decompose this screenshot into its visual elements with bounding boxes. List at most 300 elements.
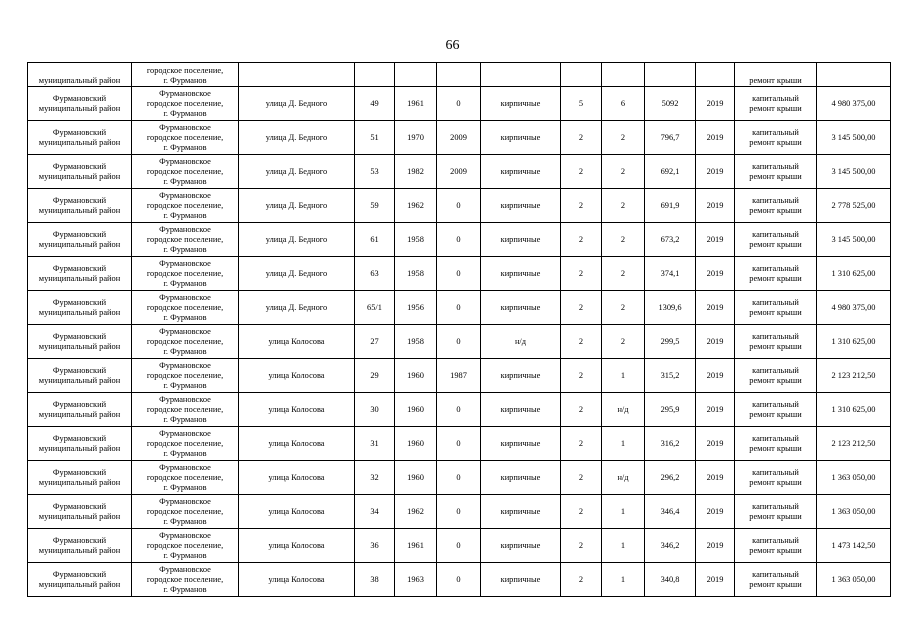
district-line: муниципальный район	[38, 511, 121, 521]
floors-cell: 2	[561, 427, 602, 461]
district-line: Фурмановский	[52, 229, 107, 239]
settlement-line: городское поселение,	[146, 404, 224, 414]
settlement-line: Фурмановское	[159, 224, 211, 234]
street-cell: улица Колосова	[239, 325, 355, 359]
cost-cell: 2 778 525,00	[817, 189, 891, 223]
district-cell	[28, 121, 132, 155]
walls-cell: кирпичные	[481, 393, 561, 427]
district-line: Фурмановский	[52, 399, 107, 409]
year-built-cell: 1982	[395, 155, 437, 189]
work-cell	[735, 359, 817, 393]
settlement-cell	[132, 257, 239, 291]
year-built-cell: 1960	[395, 461, 437, 495]
district-cell	[28, 393, 132, 427]
plan-year-cell: 2019	[696, 189, 735, 223]
street-cell: улица Колосова	[239, 393, 355, 427]
district-line: муниципальный район	[38, 477, 121, 487]
walls-cell	[481, 63, 561, 87]
settlement-line: г. Фурманов	[163, 142, 207, 152]
district-line: Фурмановский	[52, 161, 107, 171]
entrances-cell: 2	[602, 189, 645, 223]
settlement-cell	[132, 291, 239, 325]
settlement-cell	[132, 393, 239, 427]
floors-cell: 2	[561, 393, 602, 427]
cost-cell	[817, 63, 891, 87]
settlement-line: г. Фурманов	[163, 414, 207, 424]
year-renovated-cell: 1987	[437, 359, 481, 393]
entrances-cell: н/д	[602, 393, 645, 427]
area-cell: 673,2	[645, 223, 696, 257]
entrances-cell: н/д	[602, 461, 645, 495]
work-line: ремонт крыши	[749, 171, 802, 181]
district-line: муниципальный район	[38, 137, 121, 147]
cost-cell: 1 310 625,00	[817, 325, 891, 359]
settlement-line: Фурмановское	[159, 88, 211, 98]
plan-year-cell: 2019	[696, 291, 735, 325]
work-line: капитальный	[752, 399, 799, 409]
district-line: муниципальный район	[38, 307, 121, 317]
cost-cell: 1 310 625,00	[817, 393, 891, 427]
cost-cell: 3 145 500,00	[817, 121, 891, 155]
settlement-line: г. Фурманов	[163, 516, 207, 526]
year-built-cell: 1962	[395, 495, 437, 529]
settlement-cell: городское поселение, г. Фурманов	[132, 63, 239, 87]
year-built-cell: 1958	[395, 325, 437, 359]
walls-cell: н/д	[481, 325, 561, 359]
floors-cell: 2	[561, 257, 602, 291]
year-renovated-cell	[437, 63, 481, 87]
work-line: капитальный	[752, 229, 799, 239]
area-cell: 5092	[645, 87, 696, 121]
area-cell: 374,1	[645, 257, 696, 291]
settlement-line: г. Фурманов	[163, 346, 207, 356]
plan-year-cell: 2019	[696, 563, 735, 597]
settlement-line: городское поселение,	[146, 302, 224, 312]
entrances-cell: 2	[602, 155, 645, 189]
district-line: муниципальный район	[38, 103, 121, 113]
district-cell	[28, 563, 132, 597]
house-cell	[355, 63, 395, 87]
work-cell	[735, 121, 817, 155]
district-line: Фурмановский	[52, 297, 107, 307]
district-line: Фурмановский	[52, 127, 107, 137]
table-row	[28, 461, 891, 495]
plan-year-cell: 2019	[696, 325, 735, 359]
house-cell: 27	[355, 325, 395, 359]
area-cell: 691,9	[645, 189, 696, 223]
work-line: капитальный	[752, 569, 799, 579]
district-cell	[28, 155, 132, 189]
year-built-cell	[395, 63, 437, 87]
district-line: Фурмановский	[52, 535, 107, 545]
district-line: Фурмановский	[52, 467, 107, 477]
work-cell	[735, 495, 817, 529]
work-line: ремонт крыши	[749, 443, 802, 453]
floors-cell: 2	[561, 529, 602, 563]
walls-cell: кирпичные	[481, 291, 561, 325]
settlement-cell	[132, 155, 239, 189]
table-row	[28, 359, 891, 393]
year-renovated-cell: 2009	[437, 121, 481, 155]
cost-cell: 1 363 050,00	[817, 495, 891, 529]
year-built-cell: 1961	[395, 87, 437, 121]
street-cell: улица Д. Бедного	[239, 223, 355, 257]
year-renovated-cell: 0	[437, 461, 481, 495]
entrances-cell: 2	[602, 121, 645, 155]
plan-year-cell	[696, 63, 735, 87]
area-cell: 316,2	[645, 427, 696, 461]
settlement-line: г. Фурманов	[163, 244, 207, 254]
settlement-line: г. Фурманов	[163, 584, 207, 594]
year-renovated-cell: 0	[437, 563, 481, 597]
year-built-cell: 1956	[395, 291, 437, 325]
work-line: ремонт крыши	[749, 511, 802, 521]
year-built-cell: 1958	[395, 257, 437, 291]
district-line: Фурмановский	[52, 569, 107, 579]
floors-cell: 2	[561, 121, 602, 155]
work-line: ремонт крыши	[749, 307, 802, 317]
table-row	[28, 257, 891, 291]
walls-cell: кирпичные	[481, 563, 561, 597]
year-built-cell: 1960	[395, 427, 437, 461]
plan-year-cell: 2019	[696, 393, 735, 427]
house-cell: 51	[355, 121, 395, 155]
settlement-line: Фурмановское	[159, 122, 211, 132]
floors-cell: 2	[561, 461, 602, 495]
work-cell	[735, 563, 817, 597]
year-renovated-cell: 0	[437, 189, 481, 223]
year-built-cell: 1960	[395, 359, 437, 393]
house-cell: 59	[355, 189, 395, 223]
settlement-line: Фурмановское	[159, 530, 211, 540]
settlement-line: городское поселение,	[146, 98, 224, 108]
house-cell: 36	[355, 529, 395, 563]
district-line: Фурмановский	[52, 93, 107, 103]
table-row	[28, 63, 891, 87]
floors-cell	[561, 63, 602, 87]
house-cell: 31	[355, 427, 395, 461]
entrances-cell: 2	[602, 325, 645, 359]
table-row	[28, 325, 891, 359]
district-line: муниципальный район	[38, 205, 121, 215]
entrances-cell: 1	[602, 529, 645, 563]
year-renovated-cell: 0	[437, 495, 481, 529]
house-cell: 32	[355, 461, 395, 495]
plan-year-cell: 2019	[696, 427, 735, 461]
area-cell: 299,5	[645, 325, 696, 359]
work-line: ремонт крыши	[749, 579, 802, 589]
district-cell	[28, 325, 132, 359]
area-cell: 340,8	[645, 563, 696, 597]
district-line: муниципальный район	[38, 341, 121, 351]
district-line: Фурмановский	[52, 263, 107, 273]
house-cell: 53	[355, 155, 395, 189]
work-line: капитальный	[752, 331, 799, 341]
table-row	[28, 291, 891, 325]
page-number: 66	[445, 38, 460, 53]
cost-cell: 3 145 500,00	[817, 223, 891, 257]
settlement-line: Фурмановское	[159, 258, 211, 268]
settlement-line: городское поселение,	[146, 166, 224, 176]
work-line: капитальный	[752, 195, 799, 205]
settlement-cell	[132, 563, 239, 597]
plan-year-cell: 2019	[696, 87, 735, 121]
table-row	[28, 121, 891, 155]
street-cell	[239, 63, 355, 87]
work-cell	[735, 291, 817, 325]
walls-cell: кирпичные	[481, 121, 561, 155]
year-renovated-cell: 2009	[437, 155, 481, 189]
floors-cell: 2	[561, 325, 602, 359]
work-line: ремонт крыши	[749, 477, 802, 487]
work-line: ремонт крыши	[749, 545, 802, 555]
entrances-cell: 1	[602, 427, 645, 461]
entrances-cell: 2	[602, 291, 645, 325]
year-renovated-cell: 0	[437, 393, 481, 427]
plan-year-cell: 2019	[696, 461, 735, 495]
work-line: ремонт крыши	[749, 205, 802, 215]
settlement-line: Фурмановское	[159, 462, 211, 472]
district-cell	[28, 359, 132, 393]
area-cell	[645, 63, 696, 87]
floors-cell: 5	[561, 87, 602, 121]
work-cell	[735, 461, 817, 495]
floors-cell: 2	[561, 563, 602, 597]
work-cell	[735, 189, 817, 223]
housing-repair-table	[27, 62, 891, 597]
settlement-line: Фурмановское	[159, 360, 211, 370]
cost-cell: 3 145 500,00	[817, 155, 891, 189]
year-renovated-cell: 0	[437, 325, 481, 359]
settlement-line: городское поселение,	[146, 234, 224, 244]
table-row	[28, 155, 891, 189]
floors-cell: 2	[561, 223, 602, 257]
cost-cell: 4 980 375,00	[817, 291, 891, 325]
district-cell	[28, 189, 132, 223]
district-line: муниципальный район	[38, 375, 121, 385]
work-line: ремонт крыши	[749, 341, 802, 351]
year-renovated-cell: 0	[437, 223, 481, 257]
cost-cell: 1 363 050,00	[817, 563, 891, 597]
area-cell: 1309,6	[645, 291, 696, 325]
street-cell: улица Колосова	[239, 461, 355, 495]
settlement-line: г. Фурманов	[163, 482, 207, 492]
walls-cell: кирпичные	[481, 529, 561, 563]
district-cell	[28, 87, 132, 121]
year-built-cell: 1960	[395, 393, 437, 427]
street-cell: улица Колосова	[239, 427, 355, 461]
settlement-cell	[132, 189, 239, 223]
floors-cell: 2	[561, 495, 602, 529]
plan-year-cell: 2019	[696, 495, 735, 529]
settlement-line: Фурмановское	[159, 496, 211, 506]
district-line: Фурмановский	[52, 501, 107, 511]
settlement-line: городское поселение,	[146, 506, 224, 516]
cost-cell: 1 363 050,00	[817, 461, 891, 495]
house-cell: 49	[355, 87, 395, 121]
house-cell: 30	[355, 393, 395, 427]
floors-cell: 2	[561, 155, 602, 189]
table-row	[28, 427, 891, 461]
district-cell: муниципальный район	[28, 63, 132, 87]
settlement-cell	[132, 427, 239, 461]
area-cell: 346,2	[645, 529, 696, 563]
table-row	[28, 563, 891, 597]
plan-year-cell: 2019	[696, 529, 735, 563]
district-line: Фурмановский	[52, 331, 107, 341]
year-built-cell: 1961	[395, 529, 437, 563]
work-line: капитальный	[752, 433, 799, 443]
settlement-line: г. Фурманов	[163, 448, 207, 458]
plan-year-cell: 2019	[696, 155, 735, 189]
settlement-line: Фурмановское	[159, 156, 211, 166]
settlement-line: Фурмановское	[159, 564, 211, 574]
street-cell: улица Д. Бедного	[239, 155, 355, 189]
house-cell: 61	[355, 223, 395, 257]
settlement-line: г. Фурманов	[163, 278, 207, 288]
settlement-cell	[132, 529, 239, 563]
area-cell: 346,4	[645, 495, 696, 529]
settlement-cell	[132, 325, 239, 359]
work-line: ремонт крыши	[749, 103, 802, 113]
entrances-cell	[602, 63, 645, 87]
area-cell: 296,2	[645, 461, 696, 495]
work-cell	[735, 325, 817, 359]
cost-cell: 1 310 625,00	[817, 257, 891, 291]
year-renovated-cell: 0	[437, 291, 481, 325]
entrances-cell: 1	[602, 495, 645, 529]
walls-cell: кирпичные	[481, 87, 561, 121]
work-cell	[735, 223, 817, 257]
settlement-line: городское поселение,	[146, 574, 224, 584]
walls-cell: кирпичные	[481, 189, 561, 223]
street-cell: улица Д. Бедного	[239, 189, 355, 223]
street-cell: улица Д. Бедного	[239, 87, 355, 121]
settlement-cell	[132, 121, 239, 155]
work-line: капитальный	[752, 535, 799, 545]
year-renovated-cell: 0	[437, 87, 481, 121]
district-line: Фурмановский	[52, 195, 107, 205]
house-cell: 29	[355, 359, 395, 393]
settlement-line: г. Фурманов	[163, 550, 207, 560]
year-renovated-cell: 0	[437, 529, 481, 563]
district-line: муниципальный район	[38, 443, 121, 453]
plan-year-cell: 2019	[696, 223, 735, 257]
area-cell: 796,7	[645, 121, 696, 155]
area-cell: 315,2	[645, 359, 696, 393]
year-built-cell: 1970	[395, 121, 437, 155]
entrances-cell: 2	[602, 223, 645, 257]
table-row	[28, 189, 891, 223]
area-cell: 692,1	[645, 155, 696, 189]
house-cell: 65/1	[355, 291, 395, 325]
work-line: ремонт крыши	[749, 273, 802, 283]
settlement-line: Фурмановское	[159, 326, 211, 336]
year-renovated-cell: 0	[437, 427, 481, 461]
settlement-line: Фурмановское	[159, 190, 211, 200]
work-line: капитальный	[752, 467, 799, 477]
settlement-cell	[132, 359, 239, 393]
street-cell: улица Колосова	[239, 529, 355, 563]
work-line: капитальный	[752, 365, 799, 375]
walls-cell: кирпичные	[481, 257, 561, 291]
work-cell	[735, 529, 817, 563]
plan-year-cell: 2019	[696, 257, 735, 291]
house-cell: 63	[355, 257, 395, 291]
work-line: капитальный	[752, 501, 799, 511]
district-cell	[28, 461, 132, 495]
floors-cell: 2	[561, 291, 602, 325]
district-line: муниципальный район	[38, 239, 121, 249]
house-cell: 38	[355, 563, 395, 597]
district-line: муниципальный район	[38, 409, 121, 419]
work-cell	[735, 393, 817, 427]
district-line: Фурмановский	[52, 433, 107, 443]
street-cell: улица Д. Бедного	[239, 291, 355, 325]
work-line: капитальный	[752, 161, 799, 171]
settlement-line: городское поселение,	[146, 268, 224, 278]
work-line: капитальный	[752, 127, 799, 137]
settlement-line: г. Фурманов	[163, 108, 207, 118]
settlement-line: г. Фурманов	[163, 210, 207, 220]
table-row	[28, 393, 891, 427]
floors-cell: 2	[561, 189, 602, 223]
settlement-line: Фурмановское	[159, 292, 211, 302]
settlement-line: городское поселение,	[146, 370, 224, 380]
entrances-cell: 2	[602, 257, 645, 291]
walls-cell: кирпичные	[481, 359, 561, 393]
plan-year-cell: 2019	[696, 359, 735, 393]
year-built-cell: 1958	[395, 223, 437, 257]
area-cell: 295,9	[645, 393, 696, 427]
settlement-cell	[132, 495, 239, 529]
walls-cell: кирпичные	[481, 461, 561, 495]
floors-cell: 2	[561, 359, 602, 393]
settlement-line: г. Фурманов	[163, 176, 207, 186]
district-line: муниципальный район	[38, 579, 121, 589]
settlement-line: городское поселение,	[146, 132, 224, 142]
cost-cell: 2 123 212,50	[817, 359, 891, 393]
street-cell: улица Д. Бедного	[239, 121, 355, 155]
street-cell: улица Колосова	[239, 359, 355, 393]
entrances-cell: 6	[602, 87, 645, 121]
district-cell	[28, 291, 132, 325]
plan-year-cell: 2019	[696, 121, 735, 155]
year-built-cell: 1962	[395, 189, 437, 223]
settlement-line: Фурмановское	[159, 428, 211, 438]
work-line: капитальный	[752, 93, 799, 103]
work-line: ремонт крыши	[749, 409, 802, 419]
work-line: капитальный	[752, 263, 799, 273]
settlement-line: г. Фурманов	[163, 312, 207, 322]
table-row	[28, 529, 891, 563]
street-cell: улица Колосова	[239, 495, 355, 529]
settlement-line: городское поселение,	[146, 200, 224, 210]
table-row	[28, 495, 891, 529]
walls-cell: кирпичные	[481, 427, 561, 461]
table-row	[28, 223, 891, 257]
settlement-line: городское поселение,	[146, 438, 224, 448]
walls-cell: кирпичные	[481, 155, 561, 189]
district-line: муниципальный район	[38, 171, 121, 181]
settlement-line: городское поселение,	[146, 336, 224, 346]
district-cell	[28, 223, 132, 257]
district-cell	[28, 495, 132, 529]
settlement-line: городское поселение,	[146, 472, 224, 482]
work-line: ремонт крыши	[749, 375, 802, 385]
entrances-cell: 1	[602, 359, 645, 393]
settlement-cell	[132, 223, 239, 257]
